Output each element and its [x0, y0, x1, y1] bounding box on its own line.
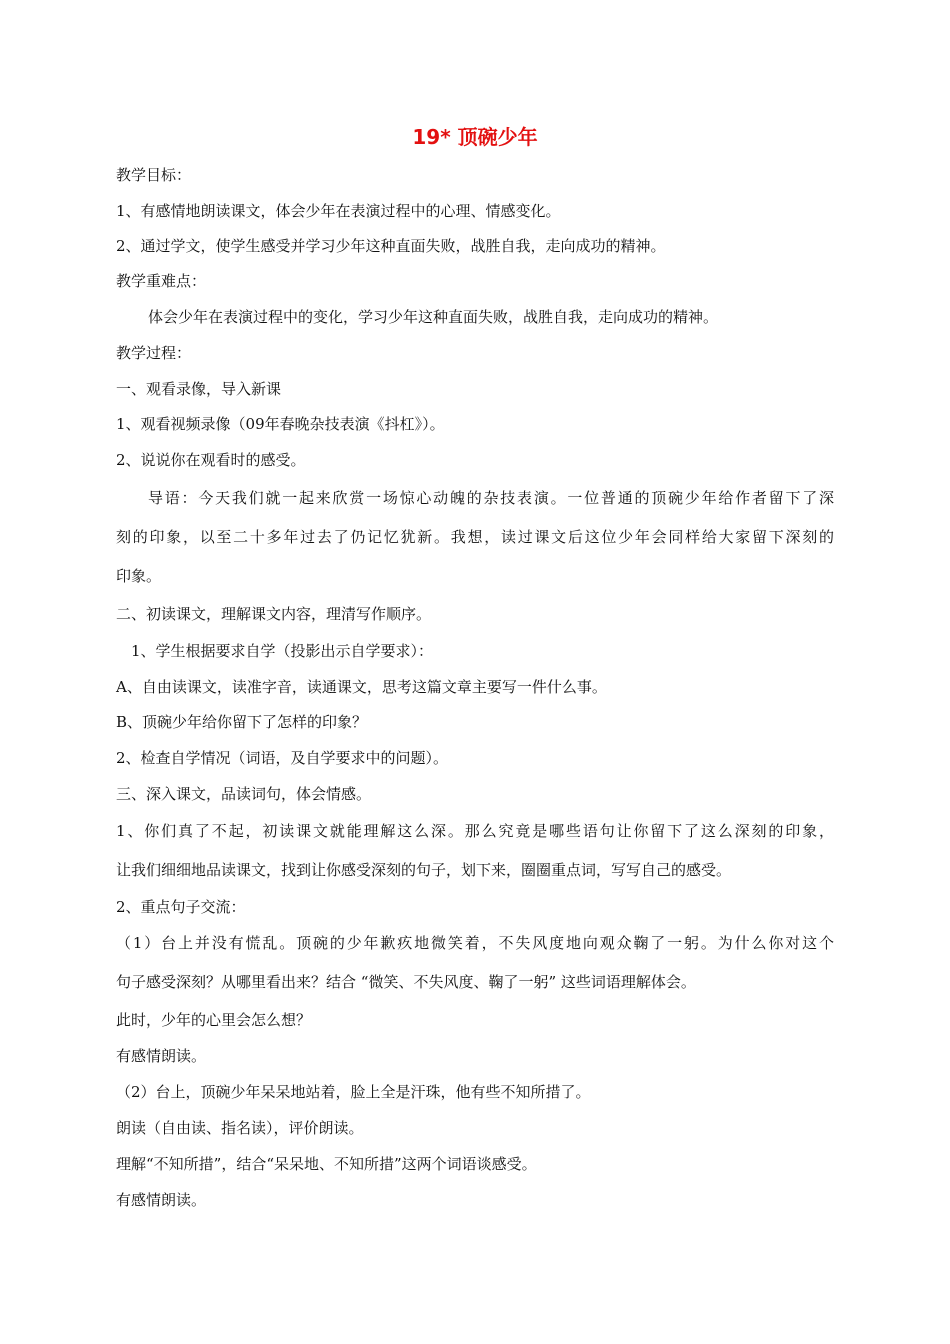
paragraph-line: 体会少年在表演过程中的变化，学习少年这种直面失败，战胜自我，走向成功的精神。 [148, 308, 719, 326]
paragraph-line: 1、学生根据要求自学（投影出示自学要求）： [131, 642, 434, 660]
paragraph-line: 1、有感情地朗读课文，体会少年在表演过程中的心理、情感变化。 [116, 202, 561, 220]
paragraph-line: 一、观看录像，导入新课 [116, 380, 282, 398]
paragraph-line: 2、通过学文，使学生感受并学习少年这种直面失败，战胜自我，走向成功的精神。 [116, 237, 666, 255]
paragraph-line: （1）台上并没有慌乱。顶碗的少年歉疚地微笑着，不失风度地向观众鞠了一躬。为什么你对这个 [116, 934, 834, 952]
paragraph-line: A、自由读课文，读准字音，读通课文，思考这篇文章主要写一件什么事。 [116, 678, 607, 696]
paragraph-line: 三、深入课文，品读词句，体会情感。 [116, 785, 372, 803]
section-heading-key-points: 教学重难点： [116, 272, 207, 290]
paragraph-line: 有感情朗读。 [116, 1047, 207, 1065]
document-title: 19* 顶碗少年 [412, 125, 538, 149]
paragraph-line: 刻的印象，以至二十多年过去了仍记忆犹新。我想，读过课文后这位少年会同样给大家留下深刻的 [116, 528, 834, 546]
paragraph-line: 1、观看视频录像（09年春晚杂技表演《抖杠》）。 [116, 415, 445, 433]
paragraph-line: 句子感受深刻？从哪里看出来？结合 “微笑、不失风度、鞠了一躬” 这些词语理解体会。 [116, 973, 696, 991]
paragraph-line: 2、重点句子交流： [116, 898, 246, 916]
paragraph-line: 2、检查自学情况（词语，及自学要求中的问题）。 [116, 749, 449, 767]
paragraph-line: （2）台上，顶碗少年呆呆地站着，脸上全是汗珠，他有些不知所措了。 [116, 1083, 591, 1101]
paragraph-line: 朗读（自由读、指名读），评价朗读。 [116, 1119, 364, 1137]
paragraph-line: 让我们细细地品读课文，找到让你感受深刻的句子，划下来，圈圈重点词，写写自己的感受。 [116, 861, 732, 879]
section-heading-process: 教学过程： [116, 344, 192, 362]
paragraph-line: 此时，少年的心里会怎么想？ [116, 1011, 312, 1029]
paragraph-line: 2、说说你在观看时的感受。 [116, 451, 306, 469]
paragraph-line: 印象。 [116, 567, 162, 585]
paragraph-line: 1、你们真了不起，初读课文就能理解这么深。那么究竟是哪些语句让你留下了这么深刻的印象， [116, 822, 834, 840]
paragraph-line: 二、初读课文，理解课文内容，理清写作顺序。 [116, 605, 432, 623]
paragraph-line: 导语：今天我们就一起来欣赏一场惊心动魄的杂技表演。一位普通的顶碗少年给作者留下了深 [148, 489, 834, 507]
section-heading-objectives: 教学目标： [116, 166, 192, 184]
paragraph-line: B、顶碗少年给你留下了怎样的印象？ [116, 713, 368, 731]
paragraph-line: 理解“不知所措”，结合“呆呆地、不知所措”这两个词语谈感受。 [116, 1155, 537, 1173]
paragraph-line: 有感情朗读。 [116, 1191, 207, 1209]
